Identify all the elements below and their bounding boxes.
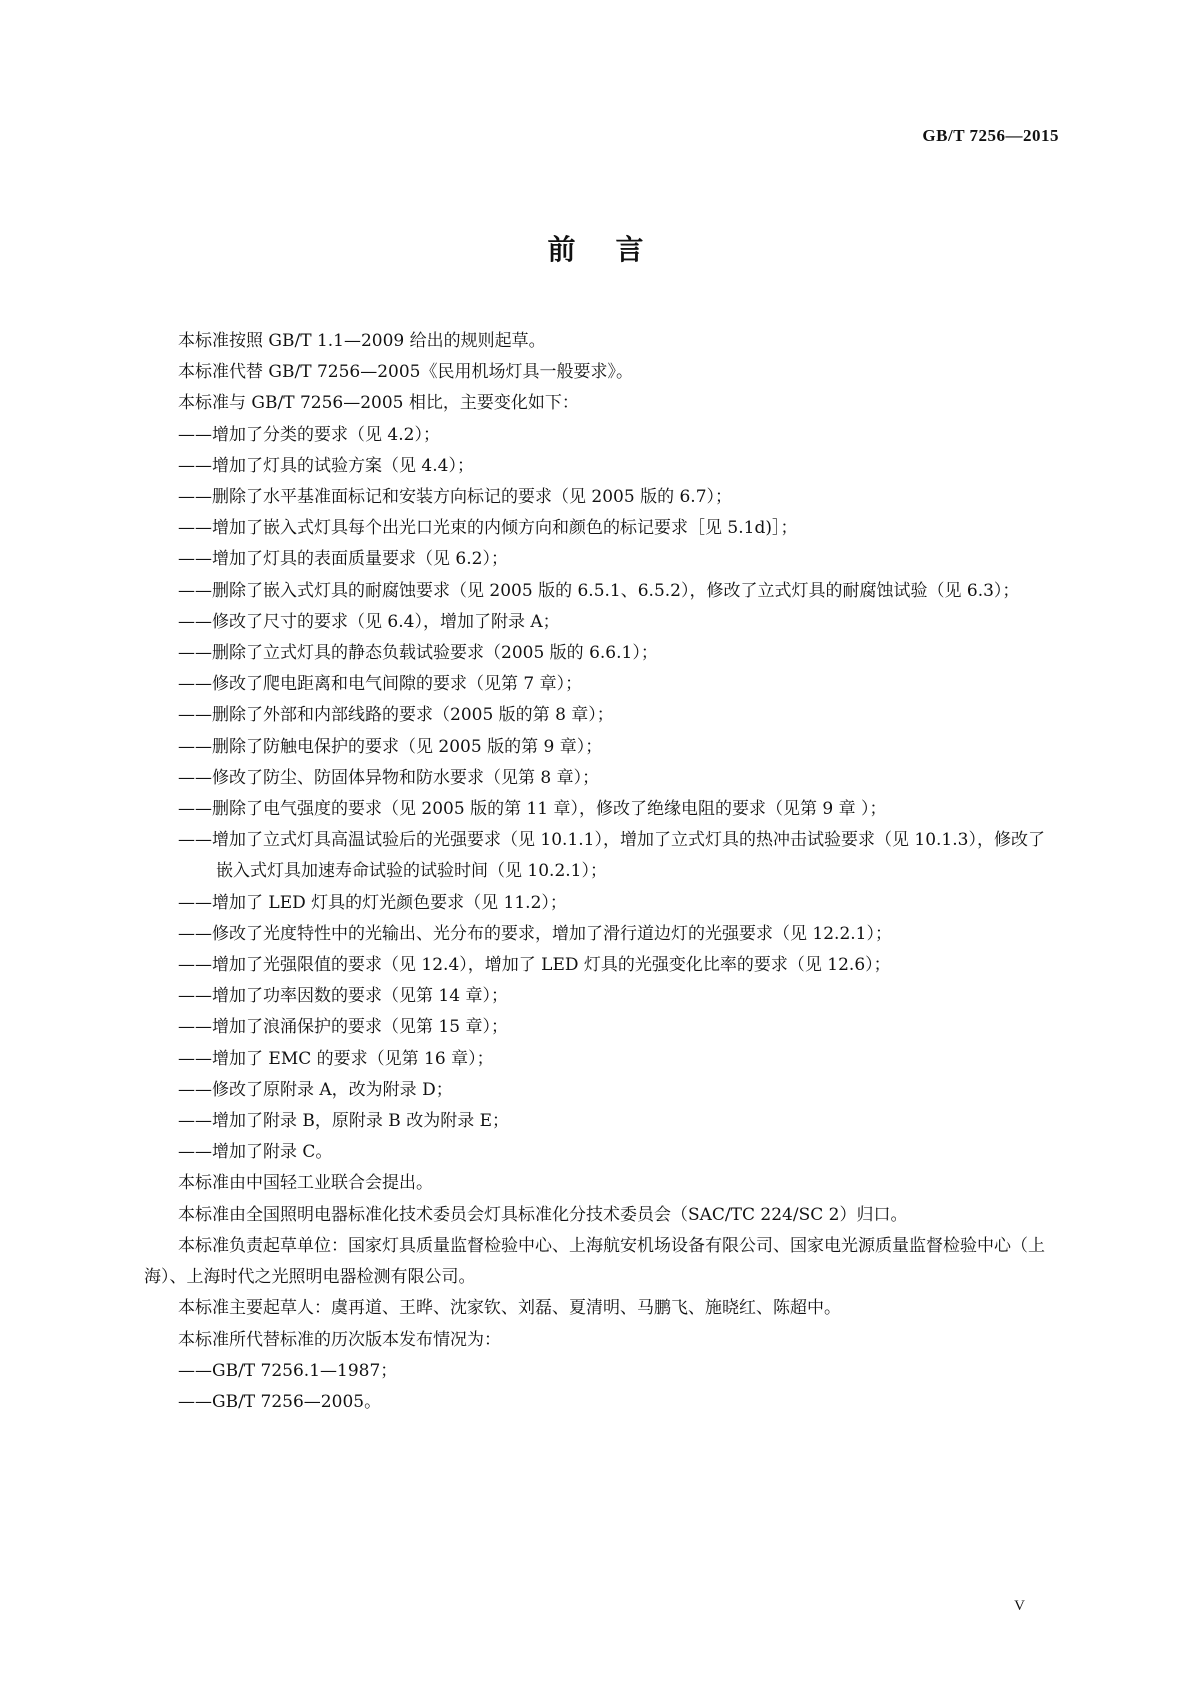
list-item: ——修改了光度特性中的光输出、光分布的要求，增加了滑行道边灯的光强要求（见 12.2.1）； <box>178 923 892 944</box>
list-item: ——删除了电气强度的要求（见 2005 版的第 11 章），修改了绝缘电阻的要求（见第 9 章 ）； <box>178 799 887 820</box>
changes-list <box>178 420 1058 1169</box>
list-item: ——增加了 EMC 的要求（见第 16 章）； <box>178 1048 494 1069</box>
list-item: ——增加了嵌入式灯具每个出光口光束的内倾方向和颜色的标记要求［见 5.1d)］； <box>178 518 798 539</box>
list-item: ——增加了光强限值的要求（见 12.4），增加了 LED 灯具的光强变化比率的要求（见 12.6）； <box>178 955 891 976</box>
list-item: ——增加了 LED 灯具的灯光颜色要求（见 11.2）； <box>178 892 567 913</box>
list-item: ——删除了水平基准面标记和安装方向标记的要求（见 2005 版的 6.7）； <box>178 487 733 508</box>
list-item: ——增加了灯具的表面质量要求（见 6.2）； <box>178 549 508 570</box>
preface-body <box>144 326 1058 1418</box>
list-item: ——修改了防尘、防固体异物和防水要求（见第 8 章）； <box>178 767 600 788</box>
list-item: ——GB/T 7256—2005。 <box>178 1391 382 1412</box>
list-item: ——增加了功率因数的要求（见第 14 章）； <box>178 986 508 1007</box>
paragraph-replaces: 本标准代替 GB/T 7256—2005《民用机场灯具一般要求》。 <box>178 362 633 383</box>
list-item: ——增加了附录 B，原附录 B 改为附录 E； <box>178 1111 510 1132</box>
list-item: ——GB/T 7256.1—1987； <box>178 1360 398 1381</box>
list-item: ——修改了尺寸的要求（见 6.4），增加了附录 A； <box>178 611 560 632</box>
list-item: ——增加了分类的要求（见 4.2）； <box>178 424 440 445</box>
paragraph-drafters: 本标准主要起草人：虞再道、王晔、沈家钦、刘磊、夏清明、马鹏飞、施晓红、陈超中。 <box>178 1298 841 1319</box>
list-item: ——删除了防触电保护的要求（见 2005 版的第 9 章）； <box>178 736 603 757</box>
list-item: ——修改了原附录 A，改为附录 D； <box>178 1079 453 1100</box>
paragraph-drafting-units: 本标准负责起草单位：国家灯具质量监督检验中心、上海航安机场设备有限公司、国家电光源质量监督检验中心（上海）、上海时代之光照明电器检测有限公司。 <box>144 1235 1045 1288</box>
page-number: V <box>1014 1598 1025 1614</box>
paragraph-drafting-rules: 本标准按照 GB/T 1.1—2009 给出的规则起草。 <box>178 331 546 351</box>
list-item: ——删除了立式灯具的静态负载试验要求（2005 版的 6.6.1）； <box>178 643 658 664</box>
list-item: ——修改了爬电距离和电气间隙的要求（见第 7 章）； <box>178 674 583 695</box>
page-title: 前言 <box>547 233 684 266</box>
list-item: ——删除了外部和内部线路的要求（2005 版的第 8 章）； <box>178 705 614 726</box>
list-item: ——增加了立式灯具高温试验后的光强要求（见 10.1.1），增加了立式灯具的热冲击试验要求（见 10.1.3），修改了嵌入式灯具加速寿命试验的试验时间（见 10.2.1）； <box>178 830 1045 882</box>
list-item: ——增加了浪涌保护的要求（见第 15 章）； <box>178 1017 508 1038</box>
standard-number: GB/T 7256—2015 <box>922 126 1059 145</box>
paragraph-history-intro: 本标准所代替标准的历次版本发布情况为： <box>178 1329 501 1350</box>
paragraph-changes-intro: 本标准与 GB/T 7256—2005 相比，主要变化如下： <box>178 393 579 414</box>
list-item: ——删除了嵌入式灯具的耐腐蚀要求（见 2005 版的 6.5.1、6.5.2），修改了立式灯具的耐腐蚀试验（见 6.3）； <box>178 580 1020 601</box>
paragraph-proposed-by: 本标准由中国轻工业联合会提出。 <box>178 1173 433 1194</box>
list-item: ——增加了灯具的试验方案（见 4.4）； <box>178 455 474 476</box>
paragraph-managed-by: 本标准由全国照明电器标准化技术委员会灯具标准化分技术委员会（SAC/TC 224/SC 2）归口。 <box>178 1204 908 1225</box>
list-item: ——增加了附录 C。 <box>178 1142 333 1163</box>
history-list <box>178 1356 1058 1418</box>
